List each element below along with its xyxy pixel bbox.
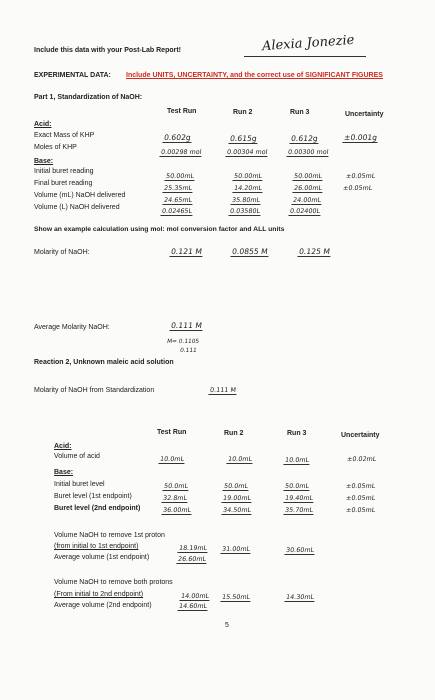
student-signature: Alexia Jonezie xyxy=(261,32,355,55)
p1-col-run3: Run 3 xyxy=(290,109,310,116)
p1-volume-ml-label: Volume (mL) NaOH delivered xyxy=(34,192,126,199)
p2-ep2-test: 36.00mL xyxy=(162,506,192,514)
p1-moles-khp-run3: 0.00300 mol xyxy=(287,148,330,156)
p2-initial-run2: 50.0mL xyxy=(223,482,249,490)
p1-volume-ml-test: 24.65mL xyxy=(163,196,193,204)
p1-moles-khp-label: Moles of KHP xyxy=(34,144,77,151)
p1-volume-l-label: Volume (L) NaOH delivered xyxy=(34,204,120,211)
p2-avg1-value: 26.60mL xyxy=(177,555,207,563)
p1-acid-heading: Acid: xyxy=(34,121,52,128)
p2-ep2-uncertainty: ±0.05mL xyxy=(345,506,376,514)
p2-vol-acid-run2: 10.0mL xyxy=(227,455,253,463)
p1-molarity-run2: 0.0855 M xyxy=(231,247,269,256)
p2-avg1-label: Average volume (1st endpoint) xyxy=(54,554,150,561)
p2-vol2-run2: 15.50mL xyxy=(221,593,251,601)
p2-initial-test: 50.0mL xyxy=(163,482,189,490)
p1-final-run2: 14.20mL xyxy=(233,184,263,192)
p2-vol-acid-label: Volume of acid xyxy=(54,453,100,460)
p1-col-test-run: Test Run xyxy=(167,108,197,115)
p2-col-run2: Run 2 xyxy=(224,430,244,437)
part1-title: Part 1, Standardization of NaOH: xyxy=(34,94,143,101)
p1-mass-khp-test: 0.602g xyxy=(163,133,192,142)
p2-ep2-run3: 35.70mL xyxy=(284,506,314,514)
p1-col-run2: Run 2 xyxy=(233,109,253,116)
p2-ep1-test: 32.8mL xyxy=(162,494,188,502)
p1-final-uncertainty: ±0.05mL xyxy=(342,184,373,192)
page-number: 5 xyxy=(225,622,229,629)
p2-initial-uncertainty: ±0.05mL xyxy=(345,482,376,490)
p1-molarity-test: 0.121 M xyxy=(170,247,203,256)
p1-volume-l-run2: 0.03580L xyxy=(229,207,261,215)
p2-vol1-sub: (from initial to 1st endpoint) xyxy=(54,543,139,550)
p1-scratch-calc-2: 0.111 xyxy=(179,348,198,354)
p1-final-buret-label: Final buret reading xyxy=(34,180,93,187)
p2-avg2-label: Average volume (2nd endpoint) xyxy=(54,602,152,609)
p1-volume-ml-run2: 35.80mL xyxy=(231,196,261,204)
p2-base-heading: Base: xyxy=(54,469,74,476)
p1-calc-instruction: Show an example calculation using mol: mol conversion factor and ALL units xyxy=(34,226,285,233)
experimental-label: EXPERIMENTAL DATA: xyxy=(34,72,111,79)
p1-volume-l-run3: 0.02400L xyxy=(289,207,321,215)
p2-molarity-std-label: Molarity of NaOH from Standardization xyxy=(34,387,155,394)
p2-col-run3: Run 3 xyxy=(287,430,307,437)
p2-avg2-value: 14.60mL xyxy=(178,602,208,610)
part2-title: Reaction 2, Unknown maleic acid solution xyxy=(34,359,174,366)
p1-moles-khp-run2: 0.00304 mol xyxy=(226,148,269,156)
p2-molarity-std-value: 0.111 M xyxy=(209,386,237,394)
p2-ep1-label: Buret level (1st endpoint) xyxy=(54,493,132,500)
p1-mass-khp-run2: 0.615g xyxy=(229,134,258,143)
include-note: Include this data with your Post-Lab Report! xyxy=(34,47,182,54)
p2-vol-acid-test: 10.0mL xyxy=(159,455,185,463)
p2-ep2-label: Buret level (2nd endpoint) xyxy=(54,505,141,512)
p1-mass-khp-uncertainty: ±0.001g xyxy=(343,133,378,142)
p1-initial-test: 50.00mL xyxy=(165,172,195,180)
p1-col-uncertainty: Uncertainty xyxy=(345,111,384,118)
p2-ep1-run3: 19.40mL xyxy=(284,494,314,502)
p2-vol2-sub: (From initial to 2nd endpoint) xyxy=(54,591,144,598)
p1-base-heading: Base: xyxy=(34,158,54,165)
p1-molarity-label: Molarity of NaOH: xyxy=(34,249,90,256)
p1-volume-ml-run3: 24.00mL xyxy=(292,196,322,204)
p1-mass-khp-label: Exact Mass of KHP xyxy=(34,132,95,139)
p2-ep1-uncertainty: ±0.05mL xyxy=(345,494,376,502)
p2-vol2-test: 14.00mL xyxy=(180,592,210,600)
experimental-instruction: Include UNITS, UNCERTAINTY, and the correct use of SIGNIFICANT FIGURES xyxy=(126,72,383,79)
p1-initial-run2: 50.00mL xyxy=(233,172,263,180)
signature-line xyxy=(244,56,366,57)
p2-vol1-test: 18.19mL xyxy=(178,544,208,552)
p2-vol-acid-uncertainty: ±0.02mL xyxy=(346,455,377,463)
p2-vol1-run3: 30.60mL xyxy=(285,546,315,554)
p1-initial-uncertainty: ±0.05mL xyxy=(345,172,376,180)
p2-vol1-title: Volume NaOH to remove 1st proton xyxy=(54,532,165,539)
p1-molarity-run3: 0.125 M xyxy=(298,247,331,256)
p2-vol1-run2: 31.00mL xyxy=(221,545,251,553)
p2-vol-acid-run3: 10.0mL xyxy=(284,456,310,464)
p1-avg-molarity-label: Average Molarity NaOH: xyxy=(34,324,110,331)
p2-col-uncertainty: Uncertainty xyxy=(341,432,380,439)
p2-col-test-run: Test Run xyxy=(157,429,187,436)
p2-ep2-run2: 34.50mL xyxy=(222,506,252,514)
p2-vol2-title: Volume NaOH to remove both protons xyxy=(54,579,173,586)
p1-initial-run3: 50.00mL xyxy=(293,172,323,180)
p2-acid-heading: Acid: xyxy=(54,443,72,450)
p2-initial-run3: 50.0mL xyxy=(284,482,310,490)
p1-mass-khp-run3: 0.612g xyxy=(290,134,319,143)
p2-ep1-run2: 19.00mL xyxy=(222,494,252,502)
p1-final-run3: 26.00mL xyxy=(293,184,323,192)
p2-vol2-run3: 14.30mL xyxy=(285,593,315,601)
p1-moles-khp-test: 0.00298 mol xyxy=(160,148,203,156)
p1-scratch-calc-1: M= 0.1105 xyxy=(166,339,200,345)
p1-volume-l-test: 0.02465L xyxy=(161,207,193,215)
p1-final-test: 25.35mL xyxy=(163,184,193,192)
p1-avg-molarity-value: 0.111 M xyxy=(170,321,203,330)
p1-initial-buret-label: Initial buret reading xyxy=(34,168,94,175)
p2-initial-level-label: Initial buret level xyxy=(54,481,105,488)
